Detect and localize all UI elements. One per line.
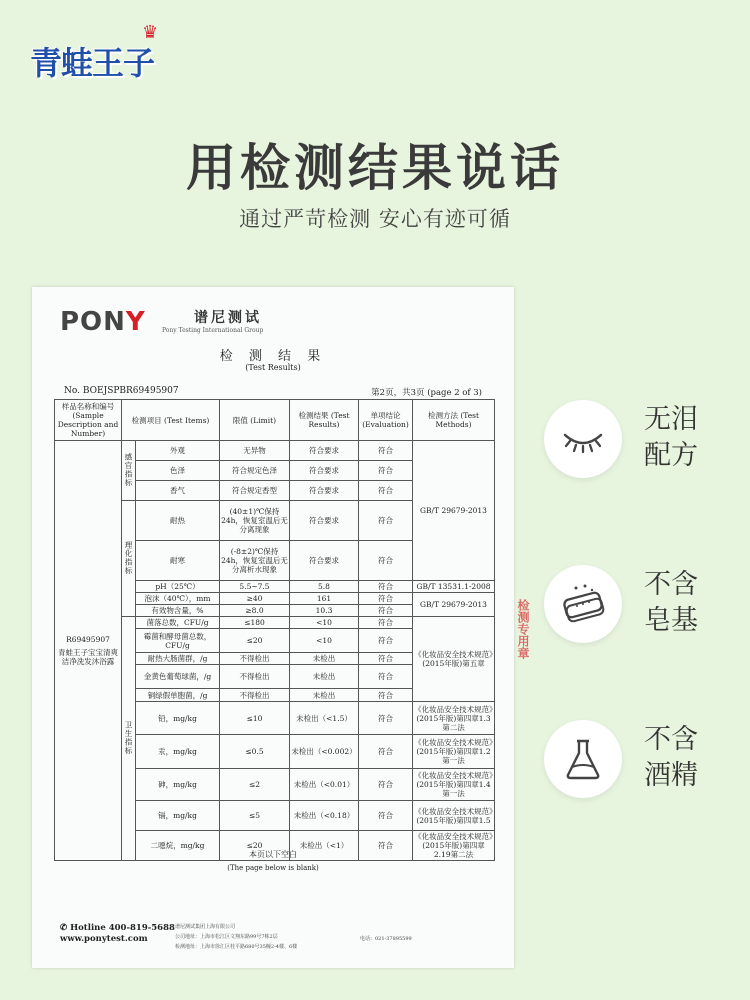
result-cell: 未检出（<1） [290,831,359,861]
feature-no-soap [544,565,724,655]
feature-no-alcohol [544,720,724,810]
result-cell: 未检出（<0.18） [290,801,359,831]
eval-cell: 符合 [359,629,413,653]
results-table [54,399,495,861]
sample-name: 青蛙王子宝宝清爽洁净洗发沐浴露 [58,648,118,666]
eval-cell: 符合 [359,831,413,861]
limit-cell: ≥8.0 [220,605,290,617]
item-cell: 霉菌和酵母菌总数，CFU/g [136,629,220,653]
item-cell: 泡沫（40℃），mm [136,593,220,605]
sample-cell [55,441,122,861]
header-method: 检测方法 (Test Methods) [413,400,495,441]
item-cell: 铜绿假单胞菌，/g [136,689,220,702]
item-cell: 砷，mg/kg [136,769,220,801]
flask-icon [544,720,622,798]
blank-note: 本页以下空白 [249,850,297,859]
group-physchem: 理化指标 [122,501,136,617]
limit-cell: 不得检出 [220,689,290,702]
item-cell: 有效物含量，% [136,605,220,617]
item-cell: 铅，mg/kg [136,702,220,735]
limit-cell: 符合规定香型 [220,481,290,501]
item-cell: 菌落总数，CFU/g [136,617,220,629]
soap-bar-icon [544,565,622,643]
method-cell: 《化妆品安全技术规范》(2015年版)第四章1.2第一法 [413,735,495,769]
header-sample: 样品名称和编号 (Sample Description and Number) [55,400,122,441]
item-cell: 耐寒 [136,541,220,581]
address-office: 公司地址：上海市松江区文翔东路99号7栋2层 [175,934,278,940]
result-cell: 未检出 [290,653,359,665]
eval-cell: 符合 [359,617,413,629]
result-cell: 未检出 [290,689,359,702]
table-header-row [55,400,495,441]
report-page: 第2页，共3页 (page 2 of 3) [371,388,482,398]
result-cell: <10 [290,617,359,629]
item-cell: 耐热大肠菌群，/g [136,653,220,665]
red-stamp: 检测专用章 [516,599,530,659]
limit-cell: 不得检出 [220,653,290,665]
eval-cell: 符合 [359,581,413,593]
eval-cell: 符合 [359,665,413,689]
hotline: ✆ Hotline 400-819-5688 [60,923,175,933]
eval-cell: 符合 [359,501,413,541]
eval-cell: 符合 [359,702,413,735]
method-cell: 《化妆品安全技术规范》(2015年版)第四章1.3第二法 [413,702,495,735]
result-cell: 未检出 [290,665,359,689]
crown-icon: ♛ [142,22,159,43]
header-limit: 限值 (Limit) [220,400,290,441]
brand-logo [30,24,180,80]
sample-number: R69495907 [66,635,110,644]
eval-cell: 符合 [359,769,413,801]
limit-cell: ≤10 [220,702,290,735]
brand-name: 青蛙王子 [30,44,155,82]
headline: 用检测结果说话 [186,139,564,197]
item-cell: 二噁烷，mg/kg [136,831,220,861]
phone: 电话：021-37895599 [360,936,412,942]
limit-cell: ≤0.5 [220,735,290,769]
limit-cell: ≤20 [220,831,290,861]
item-cell: 外观 [136,441,220,461]
method-cell: GB/T 29679-2013 [413,593,495,617]
result-cell: 符合要求 [290,461,359,481]
item-cell: 色泽 [136,461,220,481]
address-company: 谱尼测试集团上海有限公司 [175,924,236,930]
item-cell: pH（25℃） [136,581,220,593]
report-title-en: (Test Results) [245,363,301,372]
limit-cell: (40±1)℃保持24h，恢复室温后无分离现象 [220,501,290,541]
website: www.ponytest.com [60,934,148,944]
result-cell: 未检出（<0.01） [290,769,359,801]
item-cell: 金黄色葡萄球菌，/g [136,665,220,689]
limit-cell: 无异物 [220,441,290,461]
report-title: 检 测 结 果 [219,349,327,364]
eval-cell: 符合 [359,689,413,702]
pony-logo-en: Pony Testing International Group [162,327,264,334]
limit-cell: ≤20 [220,629,290,653]
eval-cell: 符合 [359,441,413,461]
method-cell: 《化妆品安全技术规范》(2015年版)第四章1.4第一法 [413,769,495,801]
header-result: 检测结果 (Test Results) [290,400,359,441]
group-hygiene: 卫生指标 [122,617,136,861]
feature-label: 无泪配方 [644,404,698,471]
result-cell: 未检出（<1.5） [290,702,359,735]
result-cell: <10 [290,629,359,653]
table-row [55,441,495,461]
eval-cell: 符合 [359,461,413,481]
closed-eye-icon [544,400,622,478]
report-number: No. BOEJSPBR69495907 [64,386,179,396]
blank-note-en: (The page below is blank) [227,864,319,872]
method-cell: GB/T 13531.1-2008 [413,581,495,593]
eval-cell: 符合 [359,593,413,605]
item-cell: 汞，mg/kg [136,735,220,769]
method-cell: GB/T 29679-2013 [413,441,495,581]
limit-cell: ≤2 [220,769,290,801]
header-evaluation: 单项结论 (Evaluation) [359,400,413,441]
limit-cell: ≤180 [220,617,290,629]
limit-cell: ≤5 [220,801,290,831]
header-items: 检测项目 (Test Items) [122,400,220,441]
group-sensory: 感官指标 [122,441,136,501]
feature-label: 不含酒精 [644,724,698,791]
limit-cell: 符合规定色泽 [220,461,290,481]
test-report [32,287,530,968]
eval-cell: 符合 [359,541,413,581]
limit-cell: ≥40 [220,593,290,605]
item-cell: 耐热 [136,501,220,541]
item-cell: 香气 [136,481,220,501]
result-cell: 未检出（<0.002） [290,735,359,769]
result-cell: 5.8 [290,581,359,593]
feature-tearless [544,400,724,490]
eval-cell: 符合 [359,801,413,831]
eval-cell: 符合 [359,735,413,769]
result-cell: 10.3 [290,605,359,617]
eval-cell: 符合 [359,653,413,665]
eval-cell: 符合 [359,605,413,617]
pony-logo-cn: 谱尼测试 [194,310,262,326]
feature-label: 不含皂基 [644,569,698,636]
method-cell: 《化妆品安全技术规范》(2015年版)第五章 [413,617,495,702]
result-cell: 符合要求 [290,441,359,461]
result-cell: 161 [290,593,359,605]
pony-logo: PONY [60,307,146,337]
eval-cell: 符合 [359,481,413,501]
method-cell: 《化妆品安全技术规范》(2015年版)第四章2.19第二法 [414,832,493,859]
limit-cell: (-8±2)℃保持24h，恢复室温后无分离析水现象 [220,541,290,581]
result-cell: 符合要求 [290,501,359,541]
result-cell: 符合要求 [290,481,359,501]
limit-cell: 5.5~7.5 [220,581,290,593]
item-cell: 镉，mg/kg [136,801,220,831]
result-cell: 符合要求 [290,541,359,581]
address-lab: 检测地址：上海市徐汇区桂平路680号35幢2-4楼、6楼 [175,944,298,950]
method-cell: 《化妆品安全技术规范》(2015年版)第四章1.5 [413,801,495,831]
subheadline: 通过严苛检测 安心有迹可循 [239,207,511,231]
limit-cell: 不得检出 [220,665,290,689]
